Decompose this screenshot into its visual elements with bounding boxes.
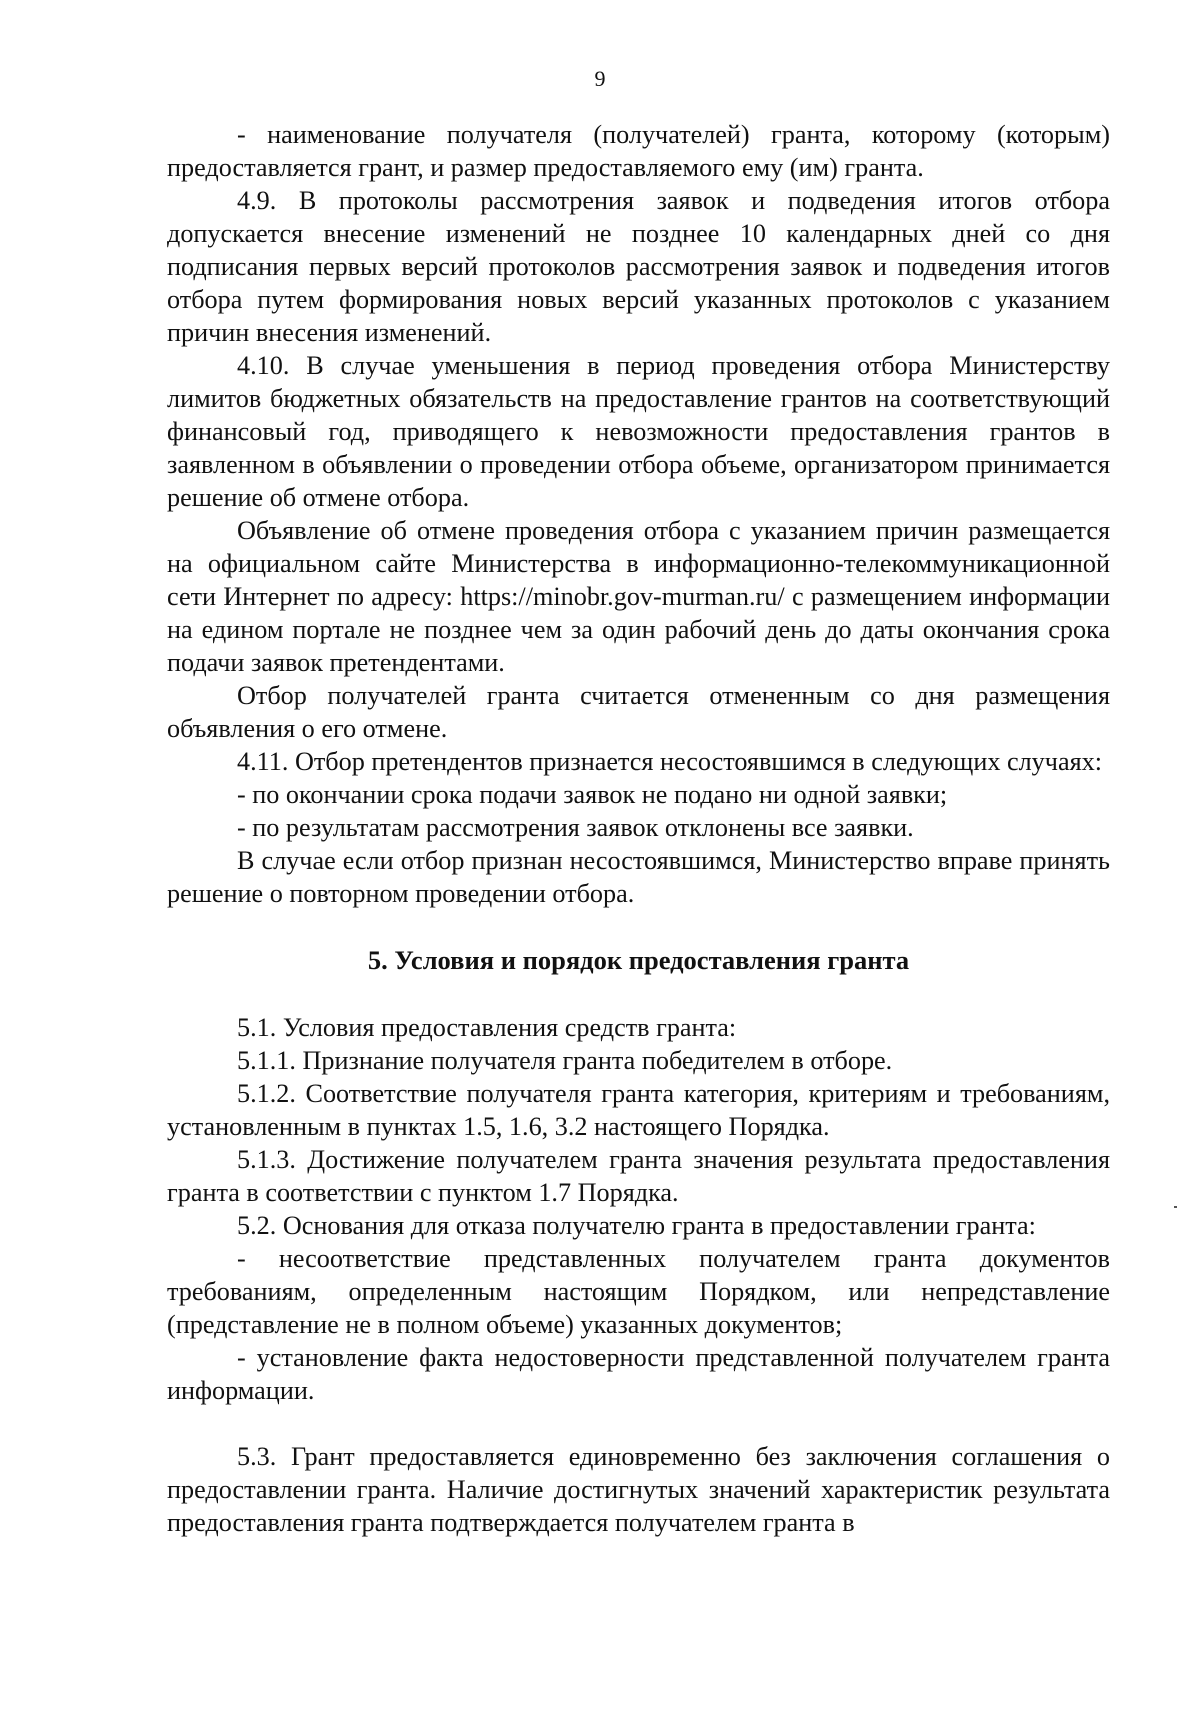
paragraph: 5.3. Грант предоставляется единовременно без заключения соглашения о предоставлении гранта. Наличие достигнутых значений характеристик результата предоставления гранта подтверждается получателем гранта в — [167, 1442, 1110, 1537]
paragraph: 5.1. Условия предоставления средств гранта: — [237, 1013, 737, 1042]
paragraph: Отбор получателей гранта считается отмененным со дня размещения объявления о его отмене. — [167, 681, 1110, 743]
paragraph: 4.10. В случае уменьшения в период проведения отбора Министерству лимитов бюджетных обязательств на предоставление грантов на соответствующий финансовый год, приводящего к невозможности предоставления грантов в заявленном в объявлении о проведении отбора объеме, организатором принимается решение об отмене отбора. — [167, 351, 1110, 512]
list-item: - по окончании срока подачи заявок не подано ни одной заявки; — [237, 780, 948, 809]
paragraph: 5.2. Основания для отказа получателю гранта в предоставлении гранта: — [237, 1211, 1036, 1240]
list-item: - по результатам рассмотрения заявок отклонены все заявки. — [237, 813, 914, 842]
list-item: - установление факта недостоверности представленной получателем гранта информации. — [167, 1343, 1110, 1405]
paragraph: 5.1.3. Достижение получателем гранта значения результата предоставления гранта в соответствии с пунктом 1.7 Порядка. — [167, 1145, 1110, 1207]
paragraph: 5.1.2. Соответствие получателя гранта категория, критериям и требованиям, установленным в пунктах 1.5, 1.6, 3.2 настоящего Порядка. — [167, 1079, 1110, 1141]
document-body — [167, 118, 1110, 1539]
paragraph-gap — [167, 1407, 1110, 1440]
page-number: 9 — [594, 66, 606, 91]
paragraph: 5.1.1. Признание получателя гранта победителем в отборе. — [237, 1046, 893, 1075]
paragraph: 4.9. В протоколы рассмотрения заявок и подведения итогов отбора допускается внесение изменений не позднее 10 календарных дней со дня подписания первых версий протоколов рассмотрения заявок и подведения итогов отбора путем формирования новых версий указанных протоколов с указанием причин внесения изменений. — [167, 186, 1110, 347]
scan-speck — [1174, 1206, 1177, 1208]
paragraph: - наименование получателя (получателей) гранта, которому (которым) предоставляется грант, и размер предоставляемого ему (им) гранта. — [167, 120, 1110, 182]
paragraph: В случае если отбор признан несостоявшимся, Министерство вправе принять решение о повторном проведении отбора. — [167, 846, 1110, 908]
section-heading: 5. Условия и порядок предоставления гранта — [367, 945, 910, 975]
paragraph: 4.11. Отбор претендентов признается несостоявшимся в следующих случаях: — [237, 747, 1102, 776]
paragraph: Объявление об отмене проведения отбора с указанием причин размещается на официальном сайте Министерства в информационно-телекоммуникационной сети Интернет по адресу: https://minobr.gov-murman.ru/ с размещением информации на едином портале не позднее чем за один рабочий день до даты окончания срока подачи заявок претендентами. — [167, 516, 1110, 677]
list-item: - несоответствие представленных получателем гранта документов требованиям, определенным настоящим Порядком, или непредставление (представление не в полном объеме) указанных документов; — [167, 1244, 1110, 1339]
